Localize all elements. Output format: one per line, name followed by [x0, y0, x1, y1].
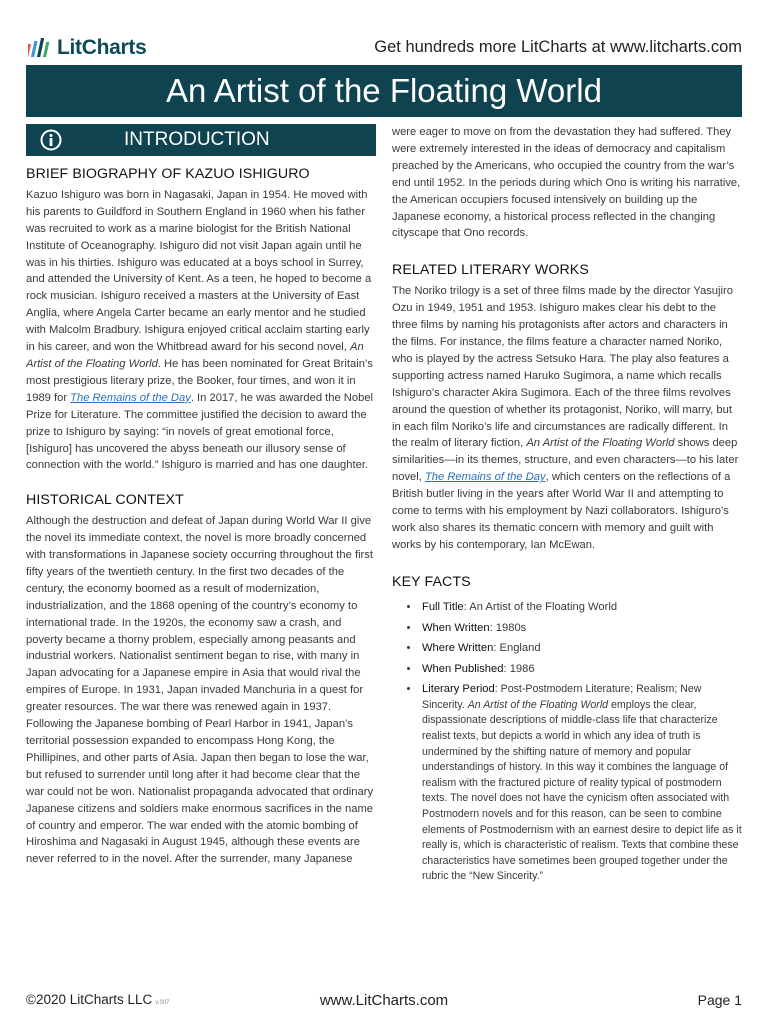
key-facts-list — [392, 599, 742, 885]
document-title: An Artist of the Floating World — [26, 65, 742, 117]
related-text-3: , which centers on the reflections of a British butler living in the years after World War II and attempting to come to terms with his employment by Nazi collaborators. Ishiguro’s work also shares its thematic concern with memory and guilt with works by his contemporary, Ian McEwan. — [392, 471, 731, 551]
bio-paragraph — [26, 187, 376, 474]
left-column — [26, 124, 376, 868]
related-book-title: An Artist of the Floating World — [526, 437, 675, 450]
fact-literary-period: • Literary Period: Post-Postmodern Literature; Realism; New Sincerity. An Artist of the Floating World employs the clear, dispassionate descriptions of middle-class life that characterize realist texts, but depicts a world in which any idea of truth is undermined by the shifting nature of memory and popular understandings of history. In this way it combines the language of realism with the fractured picture of reality typical of postmodern texts. The novel does not have the cynicism often associated with Postmodern novels and for this reason, can be seen to combine elements of Postmodernism with an earnest desire to depict life as it really is, which is characteristic of realism. Texts that combine these characteristics have sometimes been grouped together under the rubric the “New Sincerity.” — [420, 682, 742, 885]
fact-when-written: • When Written: 1980s — [420, 620, 742, 637]
footer-page-number: Page 1 — [697, 992, 742, 1008]
footer-version: v.007 — [155, 1000, 170, 1006]
related-heading: RELATED LITERARY WORKS — [392, 262, 589, 279]
keyfacts-heading: KEY FACTS — [392, 573, 471, 590]
historical-paragraph-right: were eager to move on from the devastation they had suffered. They were extremely interested in the ideas of democracy and capitalism preached by the Americans, who occupied the country from the war’s end until 1952. In the periods during which Ono is writing his narrative, the American occupiers focused intensively on building up the Japanese economy, a historical process reflected in the changing cityscape that Ono records. — [392, 126, 741, 240]
bio-heading: BRIEF BIOGRAPHY OF KAZUO ISHIGURO — [26, 166, 310, 182]
litcharts-logo[interactable] — [28, 36, 146, 60]
historical-paragraph-left: Although the destruction and defeat of Japan during World War II give the novel its immediate context, the novel is more broadly concerned with transformations in Japanese society occurring throughout the first fifty years of the twentieth century. In the first two decades of the century, the economy boomed as a result of modernization, industrialization, and the 1868 opening of the country’s economy to international trade. In the 1920s, the economy saw a crash, and poverty became a thorny problem, especially among peasants and industrial workers. Nationalist sentiment began to rise, with many in Japan advocating for a Japanese empire in Asia that would rival the empires of Europe. In 1931, Japan invaded Manchuria in a quest for greater resources. The war there was renewed again in 1937. Following the Japanese bombing of Pearl Harbor in 1941, Japan’s territorial possession expanded to encompass Hong Kong, the Phillipines, and other parts of Asia. Japan then began to lose the war, but refused to surrender until long after it had become clear that the war could not be won. Nationalist propaganda advocated that ordinary Japanese citizens and soldiers make enormous sacrifices in the name of country and emperor. The war ended with the atomic bombing of Hiroshima and Nagasaki in August 1945, although these events are never referred to in the novel. After the surrender, many Japanese — [26, 515, 374, 866]
header-tagline[interactable]: Get hundreds more LitCharts at www.litcharts.com — [374, 38, 742, 56]
related-paragraph — [392, 283, 742, 554]
top-bar — [28, 30, 742, 64]
bio-text-1: Kazuo Ishiguro was born in Nagasaki, Japan in 1954. He moved with his parents to Guildford in Southern England in 1960 when his father was recruited to work as a marine biologist for the British National Institute of Oceanography. Ishiguro did not visit Japan again until he was in his thirties. Ishiguro was educated at a boys school in Surrey, and attended the University of Kent. As a teen, he hoped to become a rock musician. Ishiguro received a masters at the University of East Anglia, where Angela Carter became an early mentor and he studied with Malcolm Bradbury. Ishigura enjoyed critical acclaim starting early in his career, and won the Whitbread award for his second novel, — [26, 188, 372, 354]
bio-text-3: . In 2017, he was awarded the Nobel Prize for Literature. The committee justified the decision to award the prize to Ishiguro by saying: “in novels of great emotional force, [Ishiguro] has uncovered the abyss beneath our illusory sense of connection with the world.” Ishiguro is married and has one daughter. — [26, 391, 374, 472]
introduction-section-header — [26, 124, 376, 156]
bio-book-title: An Artist of the Floating World — [26, 341, 364, 370]
fact-full-title: • Full Title: An Artist of the Floating World — [420, 599, 742, 616]
page-footer — [26, 992, 742, 1012]
bio-text-2: . He has been nominated for Great Britain’s most prestigious literary prize, the Booker, four times, and won it in 1989 for — [26, 357, 373, 404]
bar-chart-logo-icon — [28, 38, 52, 58]
related-text-1: The Noriko trilogy is a set of three films made by the director Yasujiro Ozu in 1949, 1951 and 1953. Ishiguro makes clear his debt to the three films by naming his protagonists after actors and characters in the films. For instance, the films feature a character named Noriko, who is played by the actress Setsuko Hara. The play also features a supporting actress named Haruko Sugimora, a name which recalls Ishiguro’s character Akira Sugimora. Each of the three films revolves around the question of whether its protagonist, Noriko, will marry, but in each film Noriko’s life and circumstances are radically different. In the realm of literary fiction, — [392, 285, 733, 450]
info-icon — [40, 129, 62, 151]
logo-text: LitCharts — [57, 36, 147, 59]
right-column — [392, 124, 742, 889]
historical-heading: HISTORICAL CONTEXT — [26, 492, 184, 509]
remains-of-the-day-link[interactable]: The Remains of the Day — [70, 391, 191, 404]
fact-when-published: • When Published: 1986 — [420, 661, 742, 678]
related-text-2: shows deep similarities—in its themes, structure, and even characters—to his later novel, — [392, 437, 739, 484]
introduction-title: INTRODUCTION — [124, 129, 270, 150]
related-remains-link[interactable]: The Remains of the Day — [424, 471, 546, 484]
fact-where-written: • Where Written: England — [420, 640, 742, 657]
footer-copyright: ©2020 LitCharts LLC v.007 — [26, 992, 170, 1007]
footer-site-link[interactable]: www.LitCharts.com — [319, 992, 449, 1009]
